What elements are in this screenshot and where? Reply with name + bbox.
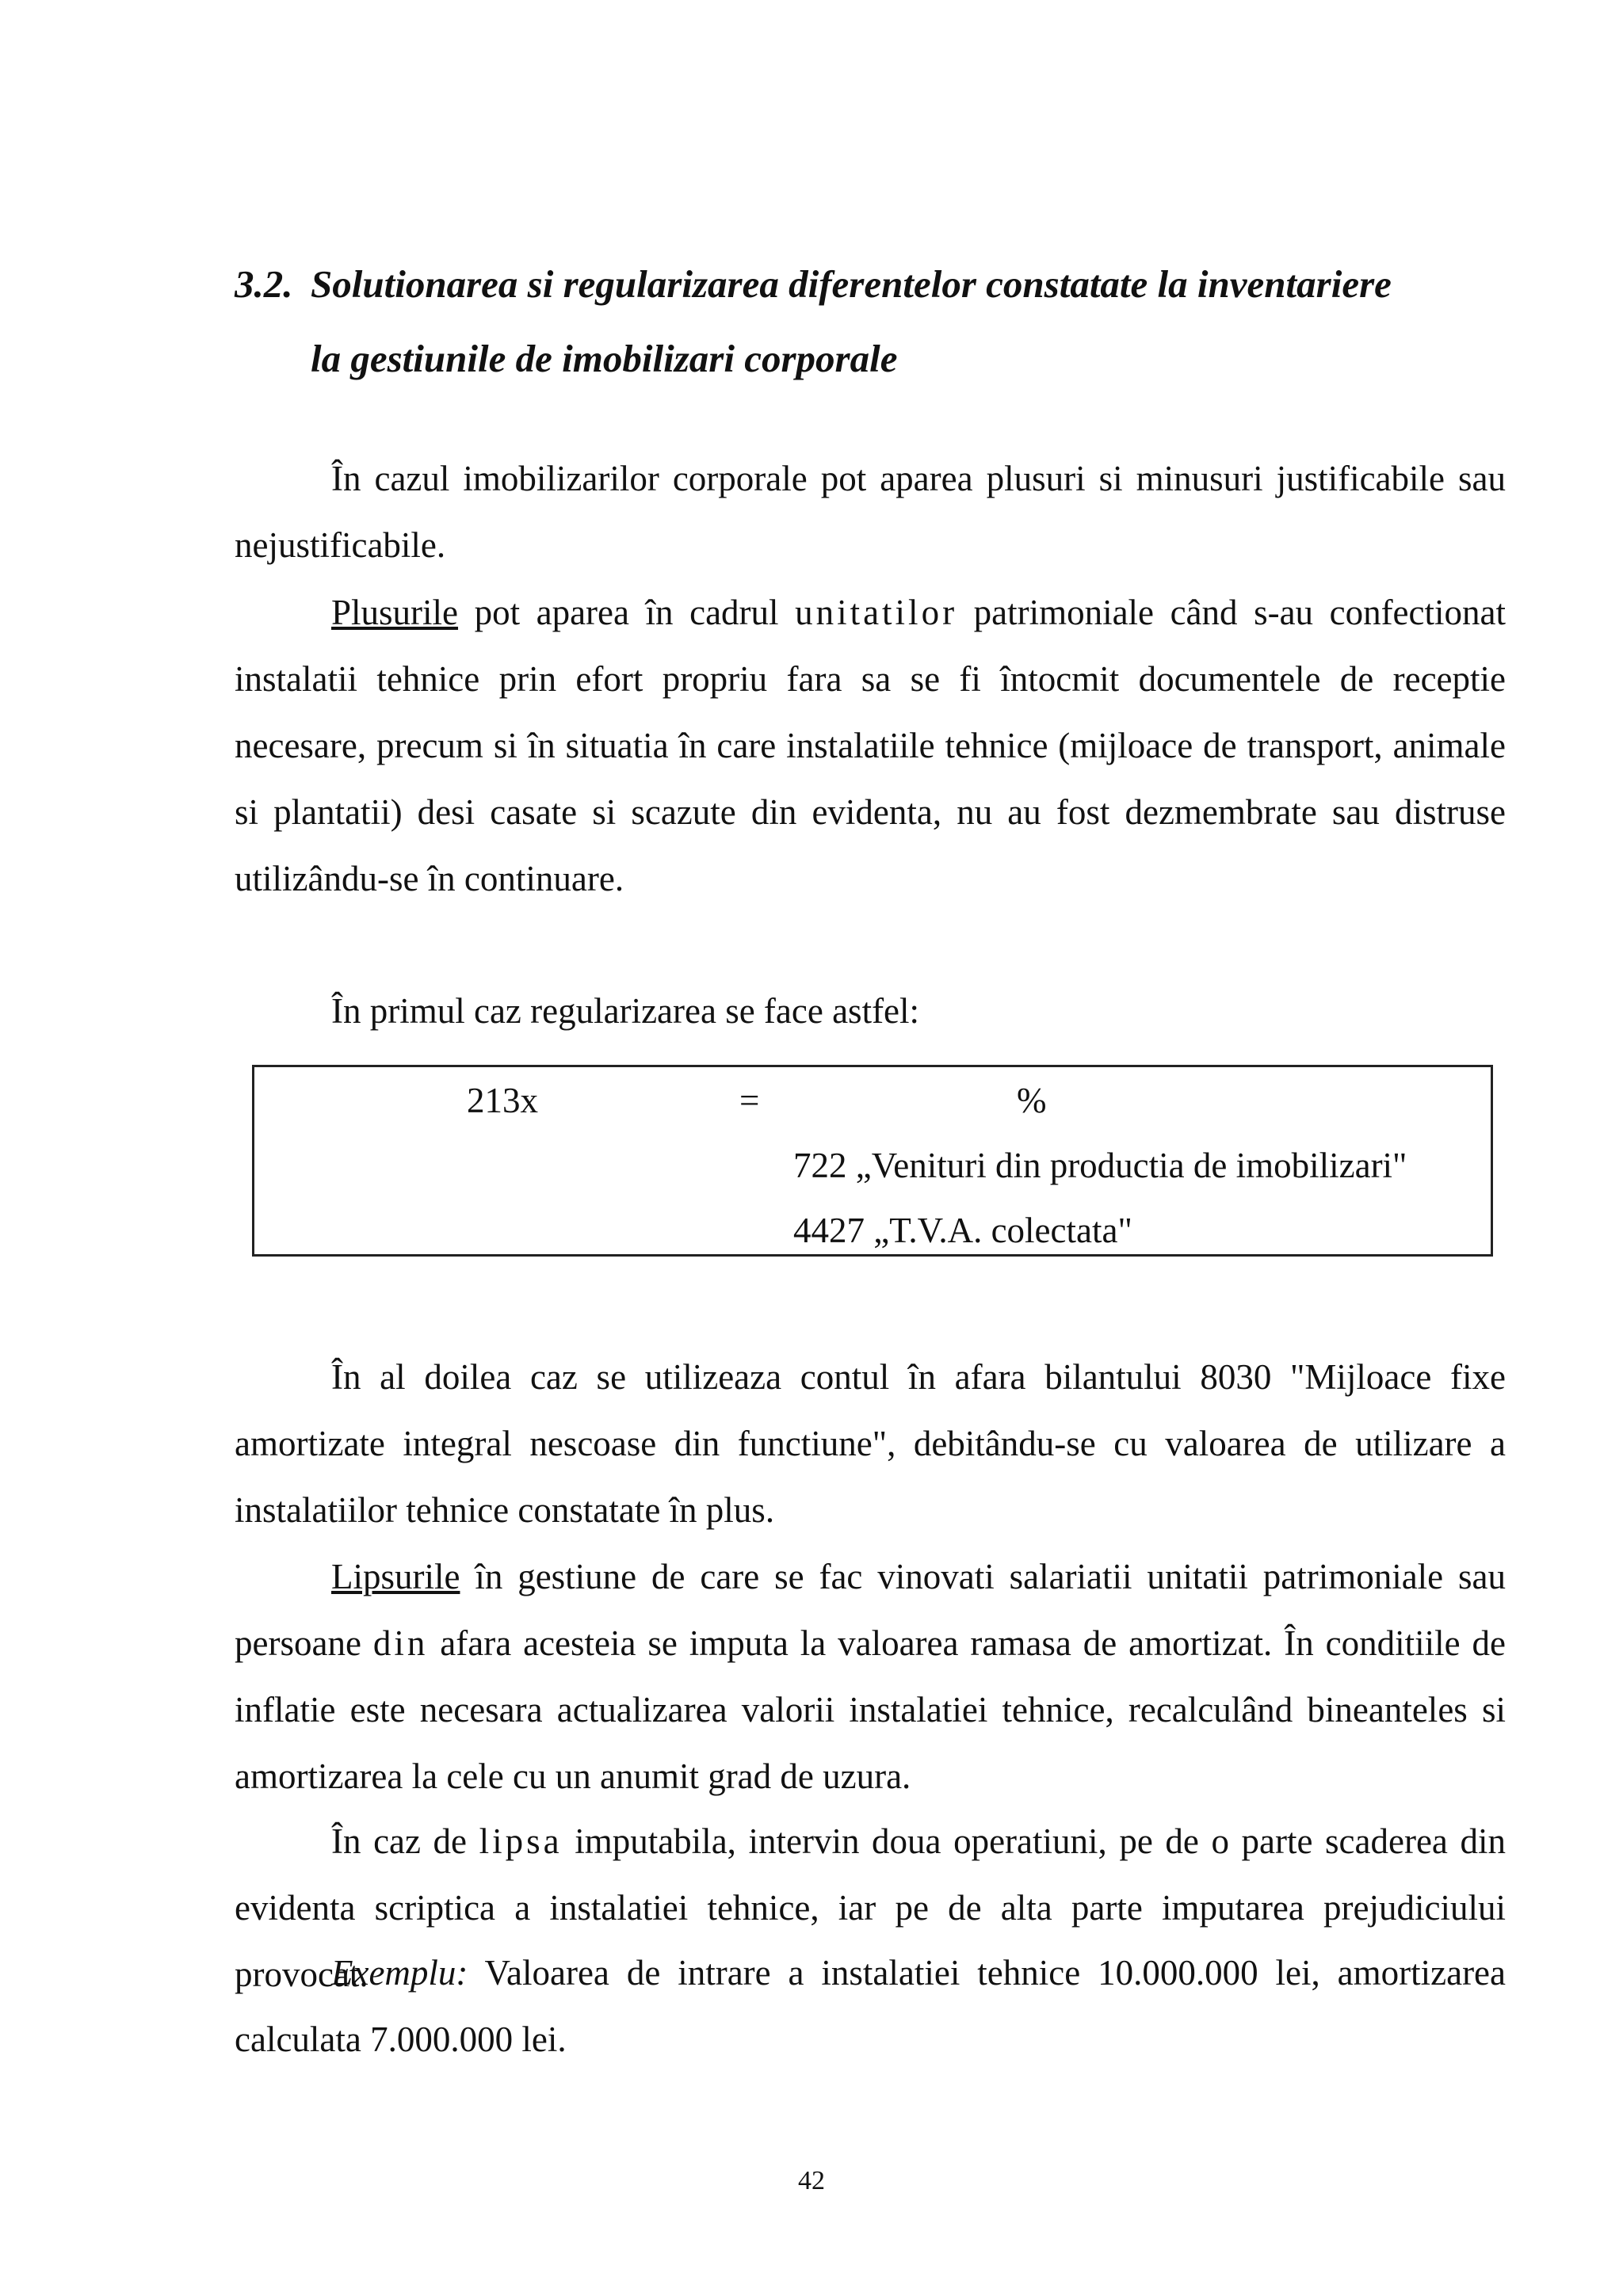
spaced-word: din xyxy=(372,1623,429,1663)
paragraph-intro xyxy=(235,445,1506,578)
paragraph-text: în gestiune de care se fac vinovati salariatii unitatii patrimoniale sau persoane xyxy=(235,1557,1506,1663)
example-label: Exemplu: xyxy=(331,1953,468,1993)
paragraph-lipsurile xyxy=(235,1543,1506,1810)
entry-percent-sign: % xyxy=(1017,1081,1047,1120)
section-title-line2: la gestiunile de imobilizari corporale xyxy=(311,337,898,380)
paragraph-text: imputabila, intervin doua operatiuni, pe de o parte scaderea din evidenta scriptica a instalatiei tehnice, iar pe de alta parte imputarea prejudiciului provocat. xyxy=(235,1821,1506,1994)
paragraph-text: În cazul imobilizarilor corporale pot aparea plusuri si minusuri justificabile sau nejustificabile. xyxy=(235,459,1506,565)
paragraph-example xyxy=(235,1939,1506,2073)
section-title-line1: Solutionarea si regularizarea diferentelor constatate la inventariere xyxy=(311,262,1392,306)
spaced-word: lipsa xyxy=(479,1821,563,1861)
term-plusurile: Plusurile xyxy=(331,593,459,632)
paragraph-text: În caz de xyxy=(331,1821,479,1861)
entry-debit-account: 213x xyxy=(467,1081,538,1120)
section-heading xyxy=(235,247,1518,396)
accounting-entry-box xyxy=(252,1065,1493,1257)
paragraph-text: pot aparea în cadrul xyxy=(458,593,796,632)
entry-equals-sign: = xyxy=(739,1081,760,1120)
paragraph-first-case xyxy=(235,978,1506,1044)
paragraph-text: În al doilea caz se utilizeaza contul în afara bilantului 8030 "Mijloace fixe amortizate integral nescoase din functiune", debitându-se cu valoarea de utilizare a instalatiilor tehnice constatate în plus. xyxy=(235,1357,1506,1530)
paragraph-text: În primul caz regularizarea se face astfel: xyxy=(331,991,920,1031)
paragraph-second-case xyxy=(235,1344,1506,1543)
entry-credit-account-722: 722 „Venituri din productia de imobilizari" xyxy=(793,1146,1407,1185)
paragraph-text: Valoarea de intrare a instalatiei tehnice 10.000.000 lei, amortizarea calculata 7.000.000 lei. xyxy=(235,1953,1506,2059)
term-lipsurile: Lipsurile xyxy=(331,1557,460,1596)
spaced-word: unitatilor xyxy=(795,593,958,632)
page-number: 42 xyxy=(798,2166,825,2195)
entry-credit-account-4427: 4427 „T.V.A. colectata" xyxy=(793,1211,1132,1250)
paragraph-plusuri xyxy=(235,579,1506,912)
paragraph-text: patrimoniale când s-au confectionat instalatii tehnice prin efort propriu fara sa se fi întocmit documentele de receptie necesare, precum si în situatia în care instalatiile tehnice (mijloace de transport, animale si plantatii) desi casate si scazute din evidenta, nu au fost dezmembrate sau distruse utilizându-se în continuare. xyxy=(235,593,1506,898)
section-number: 3.2. xyxy=(235,262,293,306)
paragraph-text: afara acesteia se imputa la valoarea ramasa de amortizat. În conditiile de inflatie este necesara actualizarea valorii instalatiei tehnice, recalculând bineanteles si amortizarea la cele cu un anumit grad de uzura. xyxy=(235,1623,1506,1796)
